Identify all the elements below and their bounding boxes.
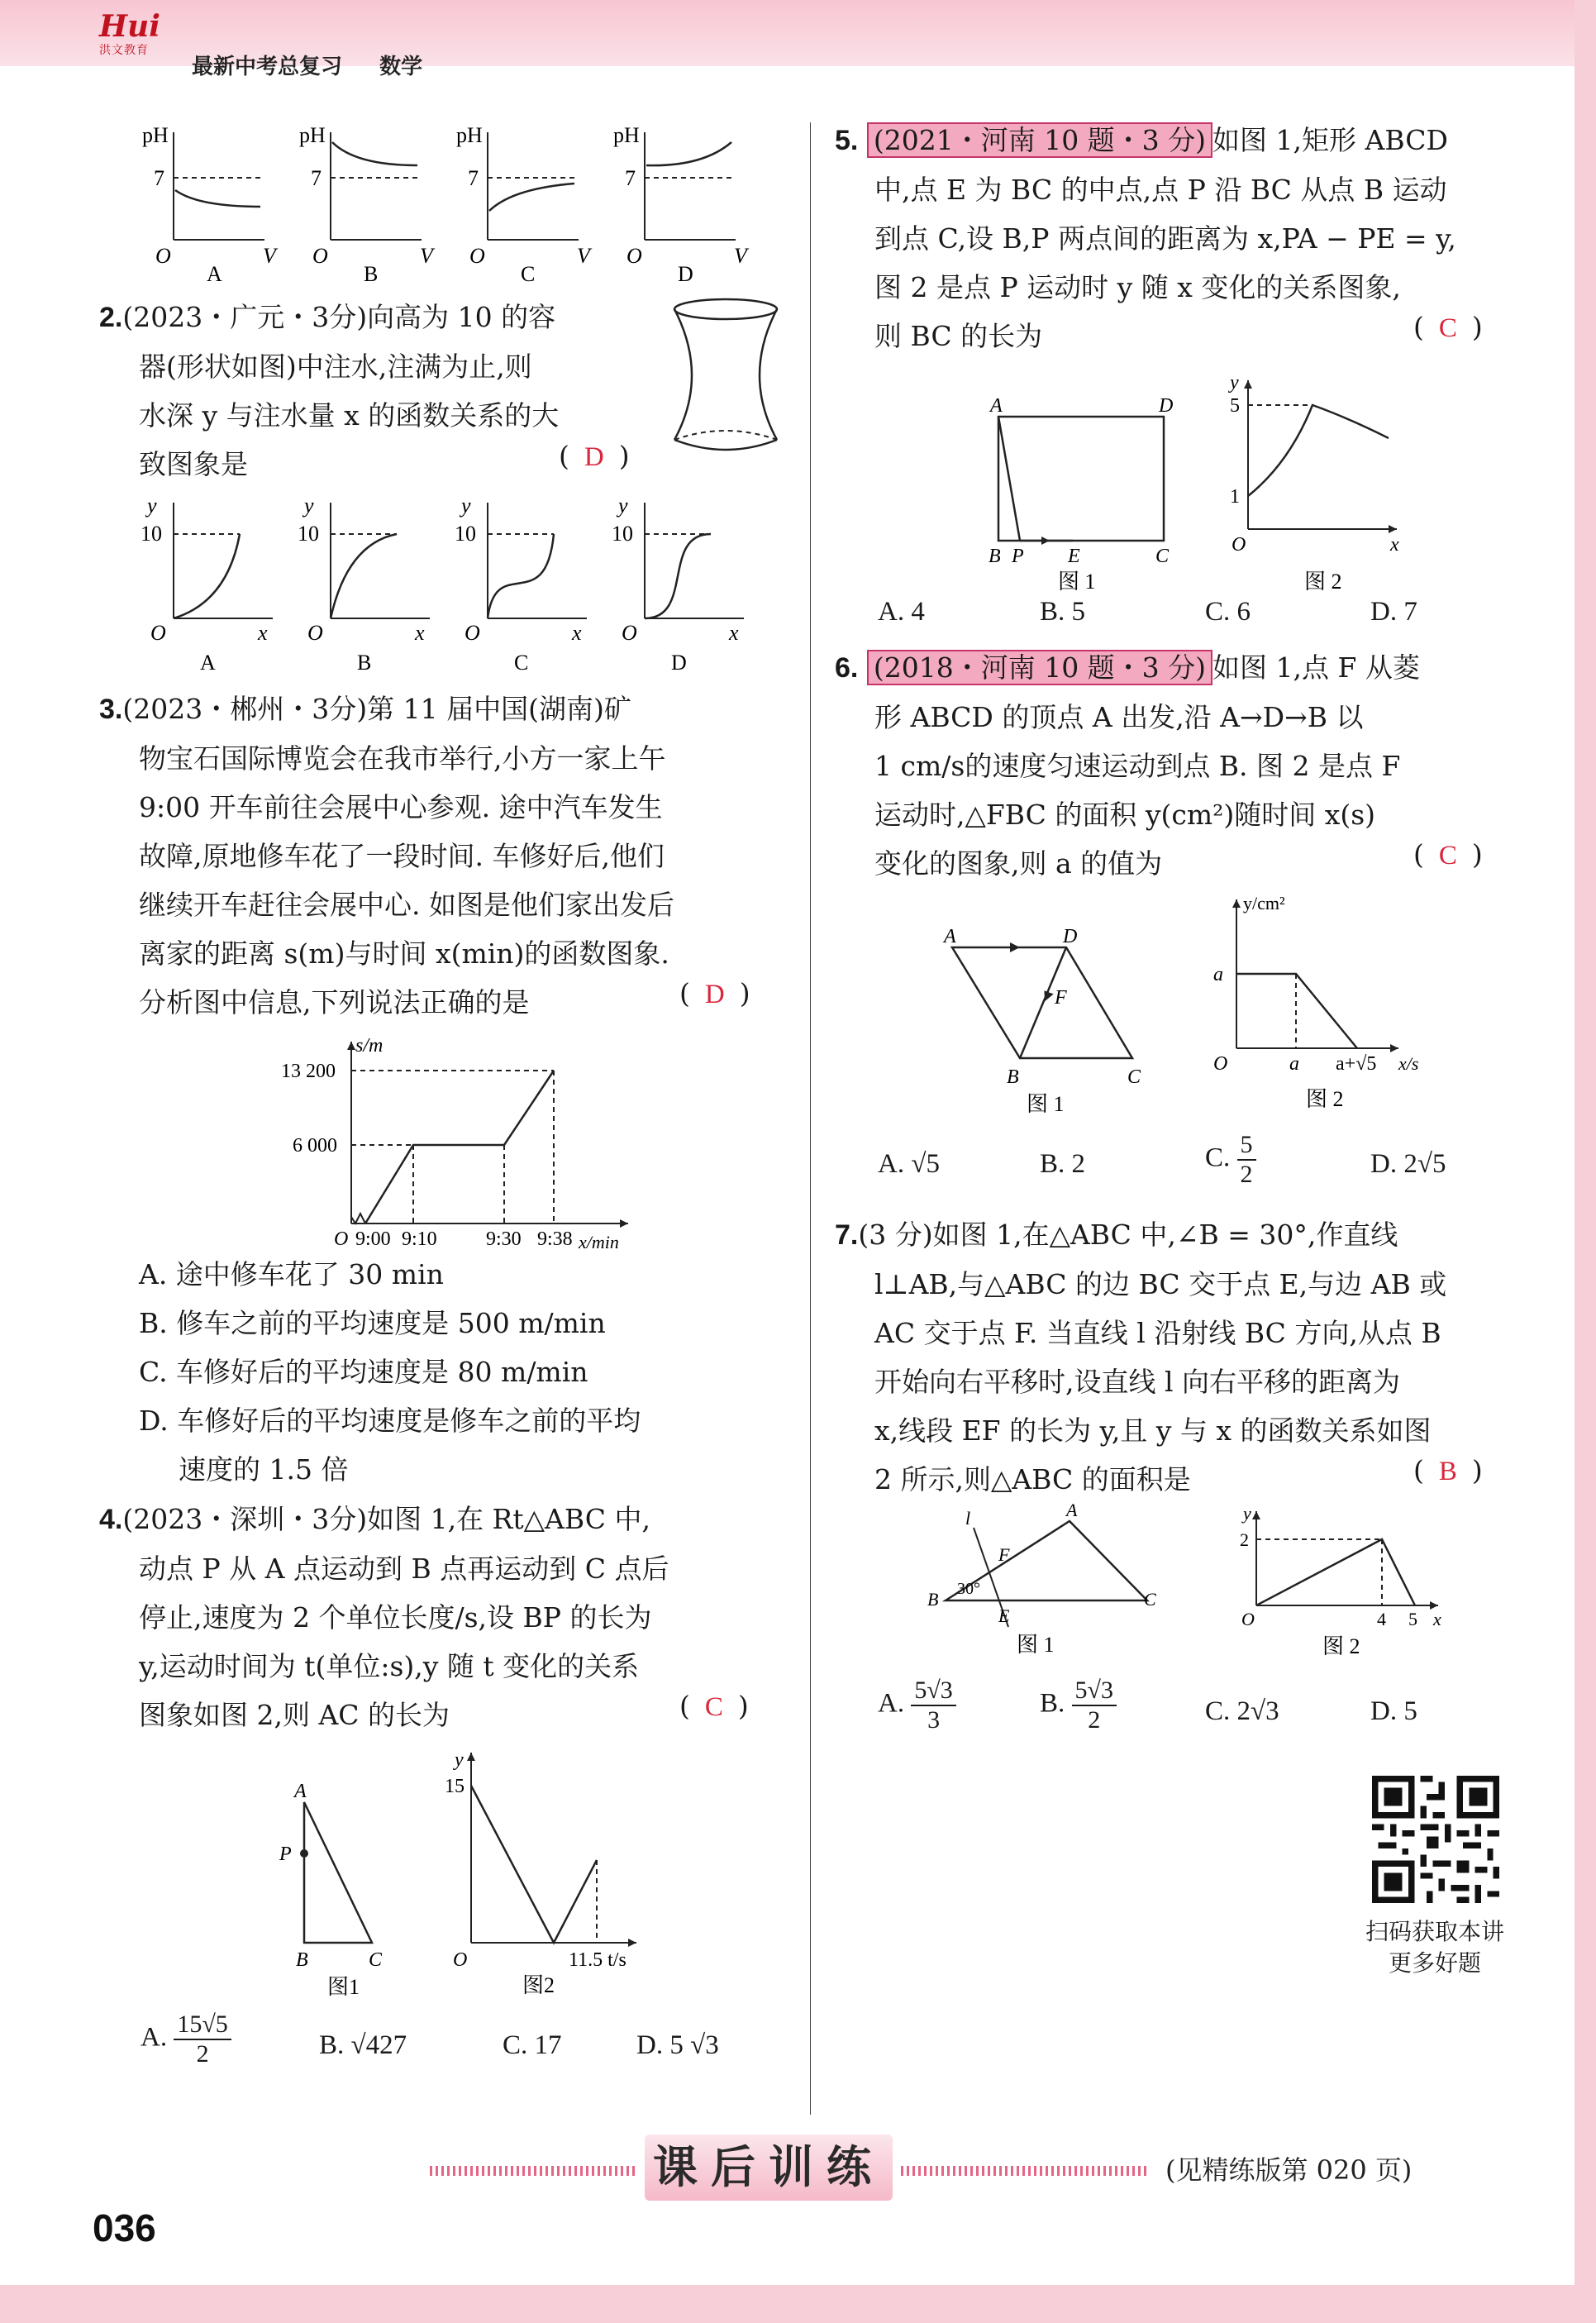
svg-text:y: y	[304, 494, 314, 518]
q5-fig1-B: B	[989, 546, 1001, 567]
q3-option-d-cont: 速度的 1.5 倍	[179, 1453, 349, 1486]
q1-graph-a	[142, 123, 279, 286]
q5-fig1-E: E	[1068, 546, 1080, 567]
q4-fig2-y: y	[455, 1749, 464, 1771]
q7-options	[878, 1678, 1522, 1753]
q2-answer-letter: D	[584, 442, 604, 472]
column-divider	[810, 122, 811, 2115]
q7-line-2: AC 交于点 F. 当直线 l 沿射线 BC 方向,从点 B	[874, 1317, 1441, 1349]
q7-fig1-B: B	[927, 1589, 939, 1610]
q7-line-4: x,线段 EF 的长为 y,且 y 与 x 的函数关系如图	[874, 1414, 1432, 1447]
q7-fig1-C: C	[1144, 1589, 1156, 1610]
q1a-tick: 7	[154, 166, 164, 190]
q7-fig2-x: x	[1433, 1609, 1441, 1629]
q4-line-2: 停止,速度为 2 个单位长度/s,设 BP 的长为	[139, 1601, 652, 1634]
svg-text:y: y	[147, 494, 157, 518]
q6-fig2-y: y/cm²	[1243, 893, 1285, 913]
q1-graphs-svg	[141, 124, 769, 289]
q7-line-1: l⊥AB,与△ABC 的边 BC 交于点 E,与边 AB 或	[874, 1268, 1447, 1300]
q6-option-d: D. 2√5	[1370, 1149, 1446, 1179]
q6-line-3: 运动时,△FBC 的面积 y(cm²)随时间 x(s)	[874, 799, 1376, 831]
q1c-label: C	[521, 262, 536, 286]
q4-line-3: y,运动时间为 t(单位:s),y 随 t 变化的关系	[139, 1650, 640, 1682]
section-title: 课后训练	[645, 2135, 893, 2201]
q6-option-a: A. √5	[878, 1149, 940, 1179]
q4-line-4: 图象如图 2,则 AC 的长为	[139, 1699, 450, 1731]
q5-figure-1	[975, 389, 1190, 599]
question-3	[99, 684, 785, 1027]
qr-caption-line-2: 更多好题	[1388, 1949, 1481, 1977]
q1-graph-c	[456, 123, 593, 286]
qr-code[interactable]	[1372, 1776, 1499, 1903]
q4-fig1-C: C	[369, 1949, 383, 1971]
q2-line-2: 水深 y 与注水量 x 的函数关系的大	[139, 399, 560, 432]
q1d-tick: 7	[625, 166, 636, 190]
q5-fig1-C: C	[1155, 546, 1170, 567]
q3-line-2: 9:00 开车前往会展中心参观. 途中汽车发生	[139, 791, 663, 823]
q6-fig1-C: C	[1127, 1066, 1141, 1088]
q7-answer-letter: B	[1438, 1457, 1457, 1486]
svg-text:x: x	[258, 621, 268, 645]
q7-fig1-E: E	[998, 1605, 1010, 1626]
q3-options	[139, 1250, 800, 1494]
q2-line-0: 向高为 10 的容	[367, 301, 556, 333]
q2-container-figure	[668, 298, 784, 458]
q1a-label: A	[207, 262, 222, 286]
q5-option-a: A. 4	[878, 597, 925, 627]
qr-caption	[1339, 1916, 1531, 1979]
q3-xlabel: x/min	[579, 1232, 619, 1252]
q2-graph-a	[141, 494, 273, 675]
q3-source: (2023・郴州・3分)	[122, 693, 368, 725]
svg-text:D: D	[671, 651, 687, 675]
brand-name: 洪文教育	[99, 44, 149, 57]
q2-graph-c	[455, 494, 587, 675]
q4-answer-letter: C	[704, 1692, 723, 1722]
q3-option-c: C. 车修好后的平均速度是 80 m/min	[139, 1356, 588, 1388]
q6-option-b: B. 2	[1040, 1149, 1086, 1179]
q5-line-2: 到点 C,设 B,P 两点间的距离为 x,PA − PE = y,	[874, 222, 1456, 255]
q3-x1: 9:00	[355, 1228, 391, 1250]
svg-text:y: y	[461, 494, 471, 518]
q4-figure-2	[438, 1744, 686, 2004]
q2-line-1: 器(形状如图)中注水,注满为止,则	[139, 351, 532, 383]
svg-text:10: 10	[612, 522, 633, 546]
banner-stripes-right	[901, 2166, 1149, 2176]
q7-fig2-x4: 4	[1377, 1609, 1386, 1629]
q5-line-1: 中,点 E 为 BC 的中点,点 P 沿 BC 从点 B 运动	[874, 174, 1447, 206]
q5-fig2-caption: 图 2	[1304, 570, 1342, 594]
q1b-tick: 7	[311, 166, 322, 190]
q1b-origin: O	[312, 244, 328, 268]
q1b-label: B	[364, 262, 379, 286]
q3-line-0: 第 11 届中国(湖南)矿	[367, 693, 631, 725]
q1a-ylabel: pH	[142, 123, 169, 147]
q5-option-b: B. 5	[1040, 597, 1086, 627]
q5-fig1-P: P	[1012, 546, 1024, 567]
q5-fig2-t1: 1	[1230, 486, 1240, 508]
q6-number: 6.	[835, 652, 859, 684]
q6-fig1-F: F	[1055, 987, 1067, 1009]
q3-option-b: B. 修车之前的平均速度是 500 m/min	[139, 1307, 606, 1339]
q6-fig1-D: D	[1063, 926, 1078, 947]
q1c-xlabel: V	[577, 244, 590, 268]
q1b-ylabel: pH	[299, 123, 326, 147]
q4-option-b: B. √427	[319, 2030, 407, 2060]
q7-fig2-caption: 图 2	[1322, 1634, 1360, 1658]
after-class-banner	[0, 2133, 1596, 2207]
q5-fig2-x: x	[1390, 534, 1399, 556]
q2-graph-b	[298, 494, 430, 675]
q3-x2: 9:10	[402, 1228, 437, 1250]
q3-x3: 9:30	[486, 1228, 522, 1250]
q1c-origin: O	[469, 244, 485, 268]
svg-text:A: A	[200, 651, 216, 675]
q7-fig1-A: A	[1066, 1500, 1078, 1520]
q1d-ylabel: pH	[613, 123, 640, 147]
brand-mark: Hui	[99, 9, 160, 44]
q5-answer-letter: C	[1438, 313, 1457, 343]
qr-caption-line-1: 扫码获取本讲	[1365, 1918, 1504, 1945]
q5-source: (2021・河南 10 题・3 分)	[867, 122, 1212, 158]
q1-graphs	[141, 124, 769, 293]
q1b-xlabel: V	[420, 244, 433, 268]
q4-fig1-A: A	[294, 1781, 307, 1802]
q3-y1: 13 200	[281, 1061, 336, 1082]
q7-option-c: C. 2√3	[1205, 1696, 1279, 1726]
q4-fig1-caption: 图1	[327, 1975, 360, 1999]
q5-fig2-origin: O	[1232, 534, 1246, 556]
svg-text:10: 10	[298, 522, 319, 546]
q6-line-4: 变化的图象,则 a 的值为	[874, 847, 1163, 880]
q5-option-d: D. 7	[1370, 597, 1417, 627]
q7-figure-2	[1232, 1503, 1463, 1680]
svg-text:O: O	[150, 621, 166, 645]
q4-fig2-caption: 图2	[522, 1973, 555, 1997]
q4-options	[141, 2012, 802, 2095]
banner-stripes-left	[430, 2166, 636, 2176]
q7-fig1-angle: 30°	[957, 1580, 980, 1598]
q1c-ylabel: pH	[456, 123, 483, 147]
q4-fig2-origin: O	[453, 1949, 468, 1971]
q1-graph-d	[613, 123, 750, 286]
q5-option-c: C. 6	[1205, 597, 1251, 627]
q3-line-4: 继续开车赶往会展中心. 如图是他们家出发后	[139, 889, 674, 921]
q6-source: (2018・河南 10 题・3 分)	[867, 650, 1212, 685]
q7-fig2-origin: O	[1241, 1609, 1255, 1629]
q3-option-a: A. 途中修车花了 30 min	[139, 1258, 444, 1290]
q4-line-1: 动点 P 从 A 点运动到 B 点再运动到 C 点后	[139, 1553, 669, 1585]
q2-line-3: 致图象是	[139, 448, 248, 480]
q3-number: 3.	[99, 694, 123, 725]
q5-fig1-caption: 图 1	[1058, 570, 1096, 594]
q3-line-1: 物宝石国际博览会在我市举行,小方一家上午	[139, 742, 666, 775]
q7-fig2-y: y	[1243, 1503, 1251, 1524]
q7-fig2-t2: 2	[1240, 1529, 1249, 1550]
q2-graphs-svg	[141, 494, 769, 684]
q2-source: (2023・广元・3分)	[122, 301, 368, 333]
book-title	[192, 50, 422, 80]
q2-answer: ( D )	[559, 440, 630, 472]
q4-option-a: A. $\frac{15√5}{2}$	[141, 2012, 231, 2067]
q7-option-d: D. 5	[1370, 1696, 1417, 1726]
q3-answer: ( D )	[679, 977, 750, 1009]
q6-line-0: 如图 1,点 F 从菱	[1212, 651, 1420, 684]
q6-fig2-xa: a	[1289, 1053, 1299, 1075]
svg-text:x: x	[572, 621, 582, 645]
q6-line-1: 形 ABCD 的顶点 A 出发,沿 A→D→B 以	[874, 701, 1364, 733]
q7-option-b: B. $\frac{5√3}{2}$	[1040, 1678, 1117, 1733]
q7-line-5: 2 所示,则△ABC 的面积是	[874, 1463, 1191, 1495]
q3-x4: 9:38	[537, 1228, 573, 1250]
book-title-text: 最新中考总复习	[192, 55, 343, 79]
qr-code-icon	[1372, 1776, 1499, 1903]
practice-reference: (见精练版第 020 页)	[1165, 2154, 1413, 2186]
q7-fig2-x5: 5	[1408, 1609, 1417, 1629]
q7-source: (3 分)	[858, 1219, 933, 1251]
q7-answer: ( B )	[1413, 1454, 1483, 1486]
svg-text:x: x	[729, 621, 739, 645]
q1a-xlabel: V	[263, 244, 276, 268]
q5-fig2-y: y	[1230, 372, 1239, 394]
q6-figure-2	[1203, 883, 1468, 1126]
q4-number: 4.	[99, 1504, 123, 1535]
q3-ylabel: s/m	[355, 1035, 384, 1057]
svg-text:x: x	[415, 621, 425, 645]
q3-y2: 6 000	[293, 1135, 337, 1157]
right-edge-band	[1575, 0, 1596, 2323]
q5-line-3: 图 2 是点 P 运动时 y 随 x 变化的关系图象,	[874, 271, 1401, 303]
page-number: 036	[93, 2206, 156, 2249]
q6-fig1-caption: 图 1	[1027, 1092, 1065, 1116]
q4-fig1-B: B	[296, 1949, 308, 1971]
q5-fig1-A: A	[990, 395, 1003, 417]
q3-origin: O	[334, 1228, 349, 1250]
q6-fig2-xb: a+√5	[1336, 1053, 1377, 1075]
q1d-origin: O	[626, 244, 642, 268]
q7-option-a: A. $\frac{5√3}{3}$	[878, 1678, 956, 1733]
q7-figure-1	[916, 1500, 1180, 1680]
q2-graph-d	[612, 494, 744, 675]
q7-fig1-F: F	[998, 1544, 1010, 1565]
q3-line-3: 故障,原地修车花了一段时间. 车修好后,他们	[139, 840, 665, 872]
q6-fig1-A: A	[944, 926, 956, 947]
q3-distance-chart	[264, 1033, 645, 1260]
svg-text:y: y	[618, 494, 628, 518]
q5-options	[878, 597, 1522, 638]
q1d-xlabel: V	[734, 244, 747, 268]
q6-answer-letter: C	[1438, 841, 1457, 871]
q6-answer: ( C )	[1413, 838, 1483, 871]
q1d-label: D	[678, 262, 693, 286]
q6-figure-1	[934, 909, 1174, 1128]
q6-option-c: C. $\frac{5}{2}$	[1205, 1133, 1256, 1187]
q6-fig2-caption: 图 2	[1306, 1087, 1344, 1111]
q5-line-4: 则 BC 的长为	[874, 320, 1043, 352]
q7-fig1-caption: 图 1	[1017, 1633, 1055, 1657]
q6-options	[878, 1133, 1522, 1207]
svg-text:C: C	[514, 651, 529, 675]
q6-line-2: 1 cm/s的速度匀速运动到点 B. 图 2 是点 F	[874, 750, 1401, 782]
bottom-band	[0, 2285, 1596, 2323]
svg-text:B: B	[357, 651, 372, 675]
q6-fig1-B: B	[1007, 1066, 1019, 1088]
svg-text:O: O	[465, 621, 480, 645]
q2-number: 2.	[99, 302, 123, 333]
q7-fig1-l: l	[965, 1508, 971, 1529]
q4-fig2-x: 11.5 t/s	[569, 1949, 626, 1971]
q1c-tick: 7	[468, 166, 479, 190]
q5-fig1-D: D	[1159, 395, 1174, 417]
q3-line-5: 离家的距离 s(m)与时间 x(min)的函数图象.	[139, 937, 669, 970]
q4-option-c: C. 17	[503, 2030, 562, 2060]
q1-graph-b	[299, 123, 436, 286]
q4-source: (2023・深圳・3分)	[122, 1503, 368, 1535]
svg-text:O: O	[622, 621, 637, 645]
q5-number: 5.	[835, 125, 859, 156]
q4-figure-1	[273, 1777, 405, 2004]
q3-option-d: D. 车修好后的平均速度是修车之前的平均	[139, 1405, 641, 1437]
svg-text:10: 10	[455, 522, 476, 546]
q4-fig2-tick: 15	[445, 1776, 465, 1797]
q3-answer-letter: D	[704, 980, 725, 1009]
q5-fig2-t5: 5	[1230, 395, 1240, 417]
q3-line-6: 分析图中信息,下列说法正确的是	[139, 986, 530, 1018]
q5-figure-2	[1215, 364, 1413, 599]
q4-fig1-P: P	[279, 1844, 292, 1865]
q7-line-3: 开始向右平移时,设直线 l 向右平移的距离为	[874, 1366, 1401, 1398]
q5-answer: ( C )	[1413, 311, 1483, 343]
svg-text:O: O	[307, 621, 323, 645]
q6-fig2-x: x/s	[1398, 1053, 1419, 1074]
svg-text:10: 10	[141, 522, 162, 546]
q6-fig2-origin: O	[1213, 1053, 1228, 1075]
brand-logo	[99, 9, 174, 60]
q7-line-0: 如图 1,在△ABC 中,∠B = 30°,作直线	[932, 1219, 1398, 1251]
subject-text: 数学	[379, 55, 423, 79]
q5-line-0: 如图 1,矩形 ABCD	[1212, 124, 1448, 156]
q6-fig2-a: a	[1213, 964, 1223, 985]
q4-answer: ( C )	[679, 1690, 749, 1722]
q4-line-0: 如图 1,在 Rt△ABC 中,	[367, 1503, 650, 1535]
q4-option-d: D. 5 √3	[636, 2030, 719, 2060]
q1a-origin: O	[155, 244, 171, 268]
q7-number: 7.	[835, 1219, 859, 1251]
q2-graphs	[141, 494, 769, 688]
